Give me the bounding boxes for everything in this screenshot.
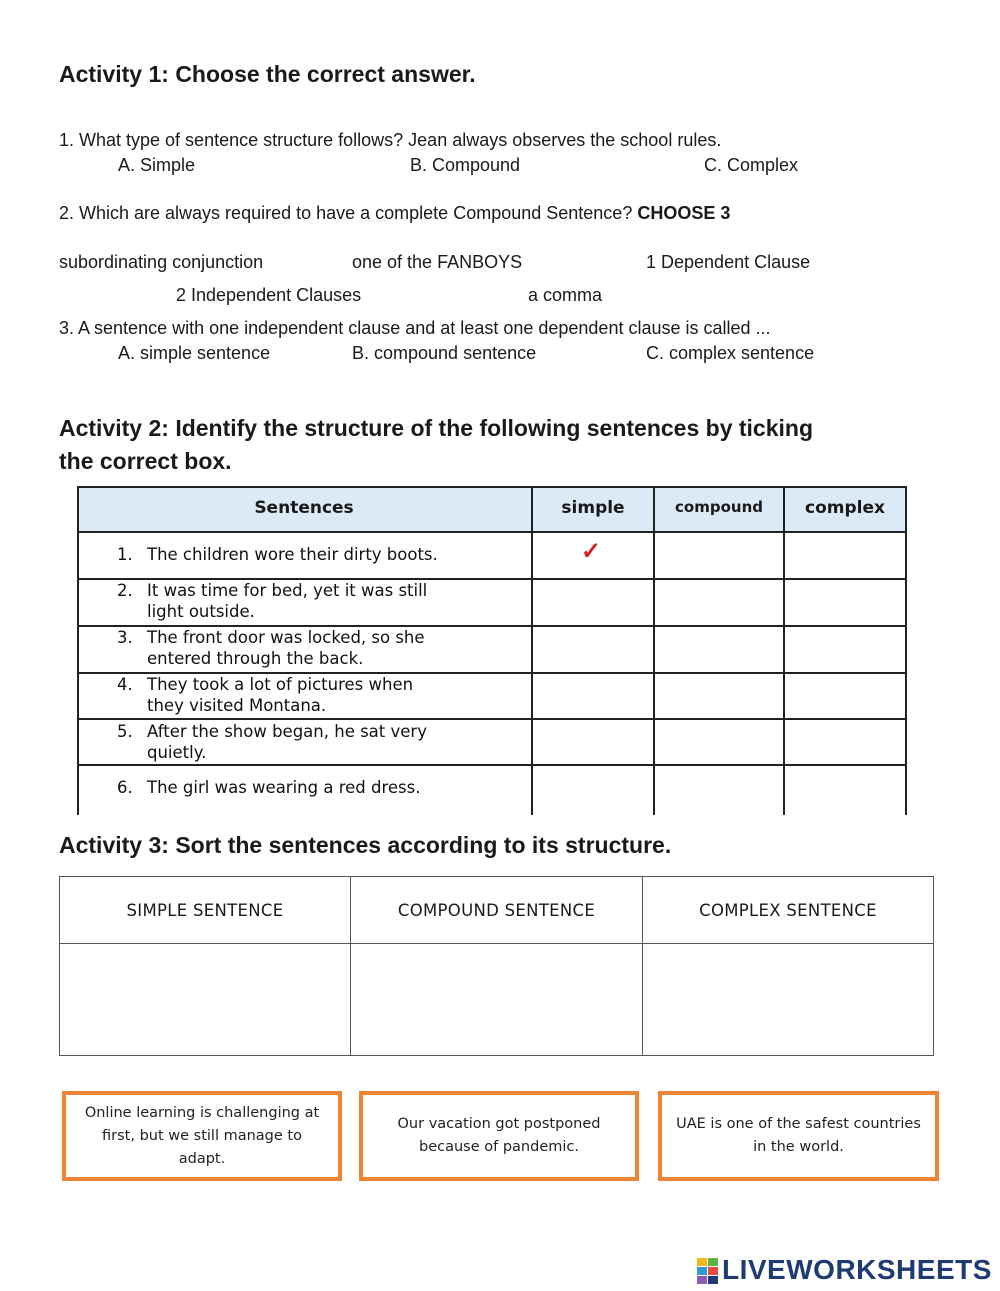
activity2-title-line1: Activity 2: Identify the structure of the following sentences by ticking xyxy=(59,415,814,441)
column-complex-sentence: COMPLEX SENTENCE xyxy=(699,900,877,920)
drop-zone-complex[interactable] xyxy=(643,944,933,1056)
q3-option-c[interactable]: C. complex sentence xyxy=(646,343,815,363)
row-sentence: After the show began, he sat very quietly. xyxy=(147,722,427,762)
tick-cell-simple-3[interactable] xyxy=(533,627,653,672)
tick-cell-compound-4[interactable] xyxy=(655,674,783,718)
activity3-title: Activity 3: Sort the sentences according to its structure. xyxy=(59,832,672,858)
sentence-card-uae[interactable]: UAE is one of the safest countries in the world. xyxy=(658,1091,939,1181)
q2-choose-emphasis: CHOOSE 3 xyxy=(637,203,731,223)
header-compound: compound xyxy=(675,498,763,516)
activity2-title-line2: the correct box. xyxy=(59,448,232,474)
tick-cell-compound-6[interactable] xyxy=(655,766,783,815)
column-simple-sentence: SIMPLE SENTENCE xyxy=(126,900,284,920)
sentence-card-online-learning[interactable]: Online learning is challenging at first, but we still manage to adapt. xyxy=(62,1091,342,1181)
liveworksheets-logo-icon xyxy=(697,1256,719,1284)
tick-cell-complex-5[interactable] xyxy=(785,720,905,764)
q2-option-comma[interactable]: a comma xyxy=(528,285,603,305)
q1-option-a[interactable]: A. Simple xyxy=(118,155,196,175)
header-sentences: Sentences xyxy=(254,498,354,518)
row-sentence: They took a lot of pictures when they visited Montana. xyxy=(147,675,414,715)
structure-table xyxy=(77,486,907,815)
q2-option-fanboys[interactable]: one of the FANBOYS xyxy=(352,252,523,272)
q2-option-dependent[interactable]: 1 Dependent Clause xyxy=(646,252,811,272)
sort-table xyxy=(59,876,934,1056)
q2-option-independent[interactable]: 2 Independent Clauses xyxy=(176,285,362,305)
q3-option-b[interactable]: B. compound sentence xyxy=(352,343,537,363)
tick-cell-simple-2[interactable] xyxy=(533,580,653,625)
q1-option-c[interactable]: C. Complex xyxy=(704,155,799,175)
tick-cell-simple-5[interactable] xyxy=(533,720,653,764)
activity1-title: Activity 1: Choose the correct answer. xyxy=(59,61,476,87)
liveworksheets-logo xyxy=(697,1254,992,1286)
logo-text: LIVEWORKSHEETS xyxy=(722,1254,992,1285)
drop-zone-compound[interactable] xyxy=(351,944,642,1056)
q2-option-subordinating[interactable]: subordinating conjunction xyxy=(59,252,264,272)
header-complex: complex xyxy=(805,498,885,518)
row-sentence: It was time for bed, yet it was still light outside. xyxy=(147,581,428,621)
row-number: 3. xyxy=(117,628,133,647)
sentence-card-vacation[interactable]: Our vacation got postponed because of pandemic. xyxy=(359,1091,639,1181)
tick-cell-complex-3[interactable] xyxy=(785,627,905,672)
tick-cell-compound-5[interactable] xyxy=(655,720,783,764)
row-number: 6. xyxy=(117,778,133,797)
row-number: 2. xyxy=(117,581,133,600)
q1-question: 1. What type of sentence structure follows? Jean always observes the school rules. xyxy=(59,130,722,150)
q3-option-a[interactable]: A. simple sentence xyxy=(118,343,271,363)
q2-question xyxy=(59,203,730,224)
q3-question: 3. A sentence with one independent clause and at least one dependent clause is called ... xyxy=(59,318,771,338)
q2-question-text: 2. Which are always required to have a complete Compound Sentence? xyxy=(59,203,633,223)
row-sentence: The front door was locked, so she entered through the back. xyxy=(147,628,425,668)
header-simple: simple xyxy=(561,498,625,518)
tick-cell-compound-3[interactable] xyxy=(655,627,783,672)
row-number: 5. xyxy=(117,722,133,741)
q1-option-b[interactable]: B. Compound xyxy=(410,155,521,175)
tick-cell-compound-1[interactable] xyxy=(655,533,783,578)
activity2-title xyxy=(59,412,813,478)
row-number: 1. xyxy=(117,545,133,564)
drop-zone-simple[interactable] xyxy=(60,944,350,1056)
tick-cell-simple-4[interactable] xyxy=(533,674,653,718)
tick-cell-complex-2[interactable] xyxy=(785,580,905,625)
column-compound-sentence: COMPOUND SENTENCE xyxy=(397,900,596,920)
check-mark-icon: ✓ xyxy=(581,538,602,565)
tick-cell-complex-1[interactable] xyxy=(785,533,905,578)
tick-cell-complex-6[interactable] xyxy=(785,766,905,815)
row-sentence: The children wore their dirty boots. xyxy=(147,545,438,564)
tick-cell-compound-2[interactable] xyxy=(655,580,783,625)
row-sentence: The girl was wearing a red dress. xyxy=(147,778,421,797)
tick-cell-simple-1[interactable] xyxy=(533,533,653,578)
row-number: 4. xyxy=(117,675,133,694)
tick-cell-simple-6[interactable] xyxy=(533,766,653,815)
tick-cell-complex-4[interactable] xyxy=(785,674,905,718)
